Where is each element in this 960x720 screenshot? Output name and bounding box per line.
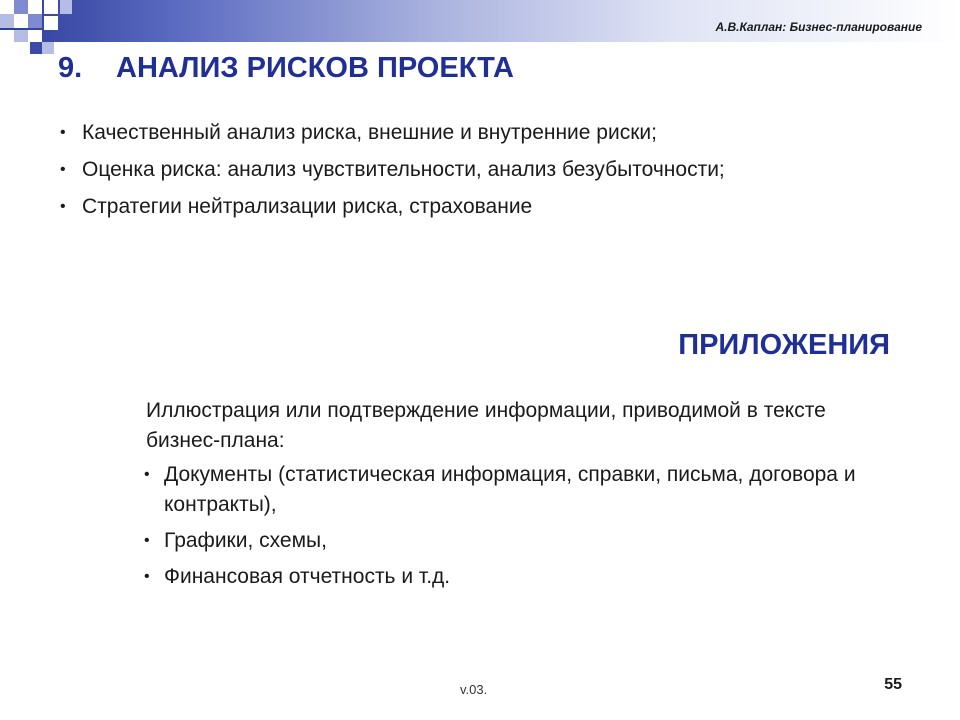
list-item bbox=[144, 562, 864, 592]
list-item bbox=[144, 526, 864, 556]
appendix-list bbox=[144, 460, 864, 598]
list-item bbox=[60, 155, 780, 184]
appendix-intro: Иллюстрация или подтверждение информации, приводимой в тексте бизнес-плана: bbox=[146, 399, 826, 452]
slide-title-number: 9. bbox=[58, 52, 83, 84]
slide-title-text: АНАЛИЗ РИСКОВ ПРОЕКТА bbox=[116, 52, 514, 84]
bullet-icon: • bbox=[60, 124, 66, 141]
list-item bbox=[60, 118, 780, 147]
bullet-icon: • bbox=[144, 532, 150, 549]
author-label: А.В.Каплан: Бизнес-планирование bbox=[715, 20, 922, 34]
page-number: 55 bbox=[884, 676, 902, 693]
bullet-icon: • bbox=[60, 198, 66, 215]
list-item bbox=[60, 192, 780, 221]
list-item-text: Документы (статистическая информация, справки, письма, договора и контракты), bbox=[164, 463, 856, 516]
slide-title bbox=[58, 52, 514, 85]
list-item-text: Стратегии нейтрализации риска, страхование bbox=[82, 195, 533, 218]
list-item bbox=[144, 460, 864, 520]
list-item-text: Графики, схемы, bbox=[164, 529, 327, 552]
bullet-icon: • bbox=[60, 161, 66, 178]
bullet-icon: • bbox=[144, 466, 150, 483]
version-label: v.03. bbox=[460, 682, 488, 697]
appendix-heading: ПРИЛОЖЕНИЯ bbox=[678, 329, 890, 361]
bullet-icon: • bbox=[144, 568, 150, 585]
risk-list bbox=[60, 118, 780, 229]
list-item-text: Оценка риска: анализ чувствительности, анализ безубыточности; bbox=[82, 158, 725, 181]
list-item-text: Финансовая отчетность и т.д. bbox=[164, 565, 451, 588]
list-item-text: Качественный анализ риска, внешние и внутренние риски; bbox=[82, 121, 657, 144]
